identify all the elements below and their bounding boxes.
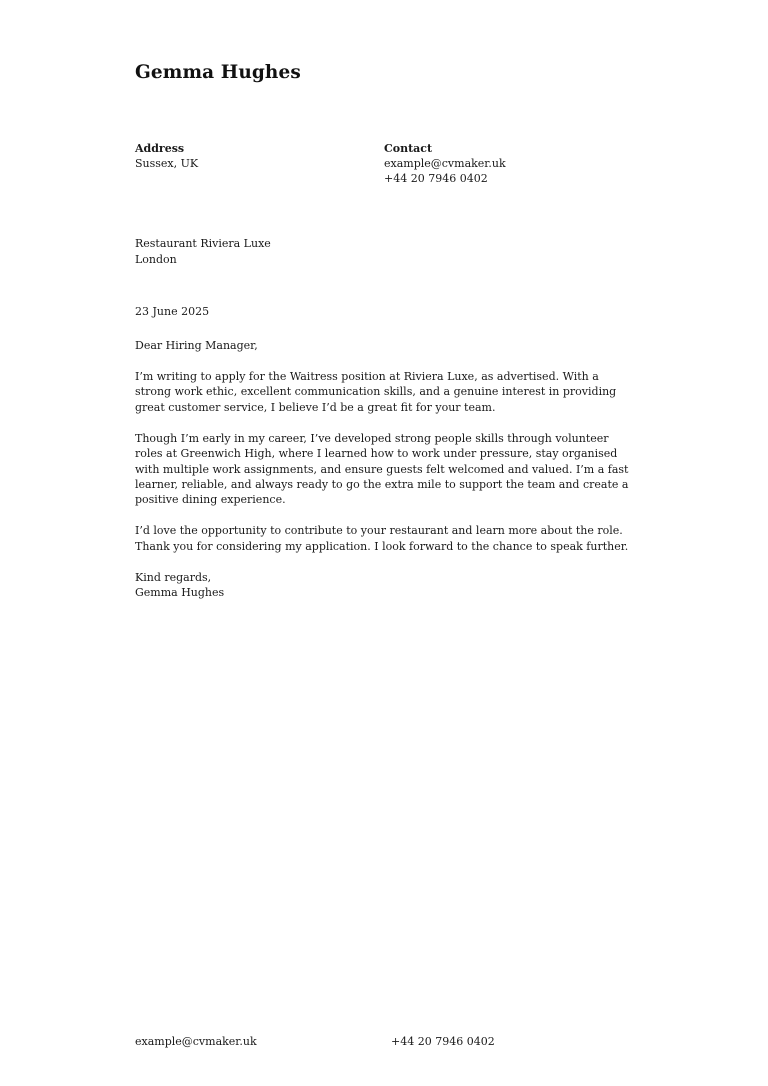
contact-block (384, 141, 506, 186)
applicant-name: Gemma Hughes (135, 62, 301, 83)
salutation: Dear Hiring Manager, (135, 339, 258, 352)
address-line: Sussex, UK (135, 157, 199, 170)
closing-phrase: Kind regards, (135, 570, 212, 584)
footer-email: example@cvmaker.uk (135, 1035, 257, 1048)
contact-email: example@cvmaker.uk (384, 157, 506, 170)
letter-date: 23 June 2025 (135, 305, 210, 318)
recipient-city: London (135, 252, 177, 266)
signature: Gemma Hughes (135, 586, 225, 600)
footer-phone: +44 20 7946 0402 (391, 1035, 495, 1048)
address-label: Address (135, 142, 185, 155)
contact-label: Contact (384, 142, 433, 155)
recipient-company: Restaurant Riviera Luxe (135, 237, 271, 250)
closing-block (135, 570, 631, 601)
recipient-block (135, 236, 271, 267)
body-paragraph-1: I’m writing to apply for the Waitress position at Riviera Luxe, as advertised. With a strong work ethic, excellent communication skills, and a genuine interest in providing great customer service, I believe I’d be a great fit for your team. (135, 370, 617, 414)
address-block (135, 141, 198, 171)
body-paragraph-2: Though I’m early in my career, I’ve developed strong people skills through volunteer roles at Greenwich High, where I learned how to work under pressure, stay organised with multiple work assignments, and ensure guests felt welcomed and valued. I’m a fast learner, reliable, and always ready to go the extra mile to support the team and create a positive dining experience. (135, 431, 629, 507)
body-paragraph-3: I’d love the opportunity to contribute to your restaurant and learn more about the role. Thank you for considering my application. I look forward to the chance to speak further. (135, 524, 629, 553)
contact-phone: +44 20 7946 0402 (384, 172, 488, 185)
letter-body (135, 338, 631, 616)
